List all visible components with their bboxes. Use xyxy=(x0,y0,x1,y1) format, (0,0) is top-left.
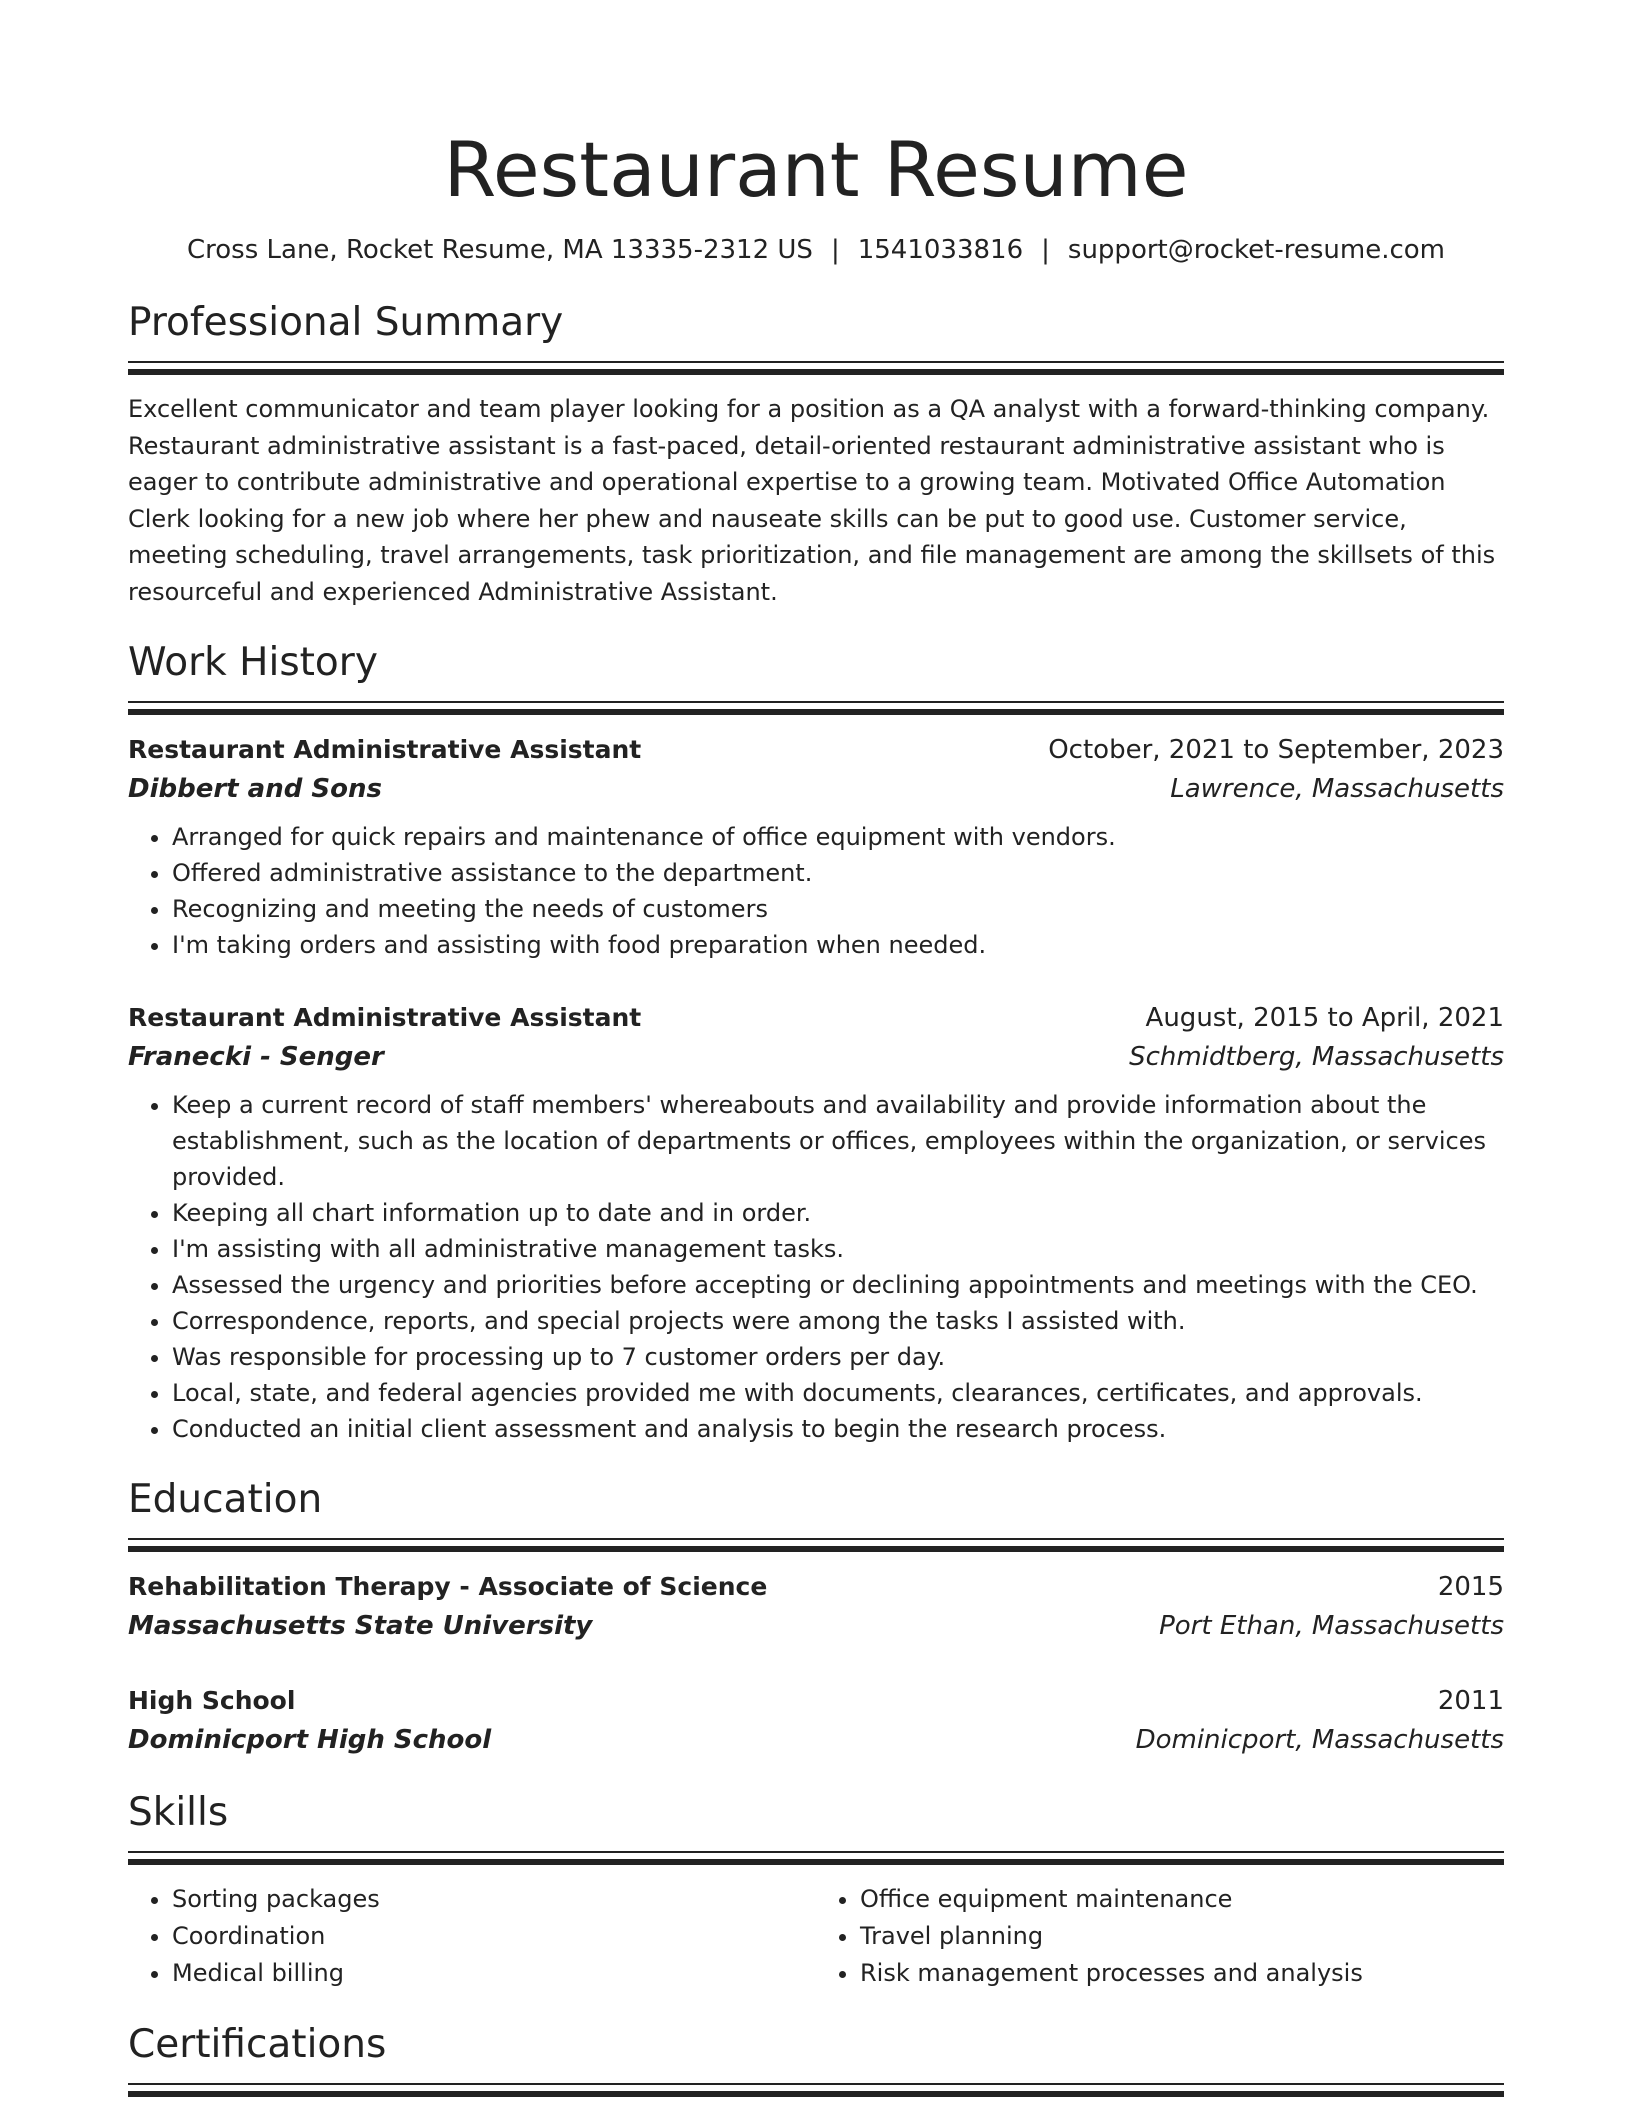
section-title: Education xyxy=(128,1477,323,1522)
section-title: Work History xyxy=(128,640,378,685)
work-history-section xyxy=(128,638,1504,1447)
list-item: • Keeping all chart information up to date and in order. xyxy=(172,1195,1504,1231)
education-year: 2015 xyxy=(1437,1572,1504,1602)
job-role: Restaurant Administrative Assistant xyxy=(128,735,642,764)
job-bullets xyxy=(128,819,1504,963)
section-divider xyxy=(128,361,1504,375)
list-item: • Correspondence, reports, and special projects were among the tasks I assisted with. xyxy=(172,1303,1504,1339)
section-title: Skills xyxy=(128,1790,229,1835)
education-degree: High School xyxy=(128,1686,296,1715)
education-location: Port Ethan, Massachusetts xyxy=(1159,1611,1504,1641)
education-degree: Rehabilitation Therapy - Associate of Science xyxy=(128,1572,768,1601)
contact-line xyxy=(128,230,1504,270)
section-divider xyxy=(128,701,1504,715)
job-location: Schmidtberg, Massachusetts xyxy=(1129,1042,1504,1072)
skills-section xyxy=(128,1788,1504,1992)
job-company: Dibbert and Sons xyxy=(128,774,382,804)
education-location: Dominicport, Massachusetts xyxy=(1135,1725,1504,1755)
education-entry xyxy=(128,1682,1504,1760)
job-role: Restaurant Administrative Assistant xyxy=(128,1003,642,1032)
list-item: • Conducted an initial client assessment and analysis to begin the research process. xyxy=(172,1411,1504,1447)
section-divider xyxy=(128,2083,1504,2097)
education-section xyxy=(128,1475,1504,1760)
contact-address: Cross Lane, Rocket Resume, MA 13335-2312 US xyxy=(186,235,813,265)
education-school: Dominicport High School xyxy=(128,1725,492,1755)
list-item: • Arranged for quick repairs and maintenance of office equipment with vendors. xyxy=(172,819,1504,855)
contact-email[interactable]: support@rocket-resume.com xyxy=(1067,235,1446,265)
section-divider xyxy=(128,1851,1504,1865)
contact-separator: | xyxy=(1041,235,1050,265)
list-item: • Coordination xyxy=(172,1918,816,1955)
list-item: • I'm taking orders and assisting with food preparation when needed. xyxy=(172,927,1504,963)
list-item: • Recognizing and meeting the needs of customers xyxy=(172,891,1504,927)
summary-text: Excellent communicator and team player looking for a position as a QA analyst with a forward-thinking company. Restaurant administrative assistant is a fast-paced, detail-oriented restaurant administrative assistant who is eager to contribute administrative and operational expertise to a growing team. Motivated Office Automation Clerk looking for a new job where her phew and nauseate skills can be put to good use. Customer service, meeting scheduling, travel arrangements, task prioritization, and file management are among the skillsets of this resourceful and experienced Administrative Assistant. xyxy=(128,395,1496,606)
job-dates: August, 2015 to April, 2021 xyxy=(1145,1003,1504,1033)
list-item: • Medical billing xyxy=(172,1955,816,1992)
section-title: Certifications xyxy=(128,2022,387,2067)
list-item: • Keep a current record of staff members' whereabouts and availability and provide information about the establishment, such as the location of departments or offices, employees within the organization, or services provided. xyxy=(172,1087,1504,1195)
section-divider xyxy=(128,1538,1504,1552)
education-school: Massachusetts State University xyxy=(128,1611,593,1641)
resume-title: Restaurant Resume xyxy=(443,125,1189,214)
list-item: • Offered administrative assistance to the department. xyxy=(172,855,1504,891)
job-entry xyxy=(128,731,1504,963)
education-entry xyxy=(128,1568,1504,1646)
contact-phone: 1541033816 xyxy=(857,235,1024,265)
section-title: Professional Summary xyxy=(128,300,564,345)
summary-section xyxy=(128,298,1504,610)
list-item: • Travel planning xyxy=(860,1918,1504,1955)
skills-list xyxy=(128,1881,1504,1992)
job-dates: October, 2021 to September, 2023 xyxy=(1048,735,1504,765)
skills-column-right xyxy=(816,1881,1504,1992)
list-item: • Sorting packages xyxy=(172,1881,816,1918)
skills-column-left xyxy=(128,1881,816,1992)
contact-separator: | xyxy=(830,235,840,265)
list-item: • Assessed the urgency and priorities before accepting or declining appointments and meetings with the CEO. xyxy=(172,1267,1504,1303)
job-bullets xyxy=(128,1087,1504,1447)
education-year: 2011 xyxy=(1437,1686,1504,1716)
list-item: • Office equipment maintenance xyxy=(860,1881,1504,1918)
job-location: Lawrence, Massachusetts xyxy=(1170,774,1504,804)
list-item: • I'm assisting with all administrative management tasks. xyxy=(172,1231,1504,1267)
list-item: • Risk management processes and analysis xyxy=(860,1955,1504,1992)
job-entry xyxy=(128,999,1504,1447)
job-company: Franecki - Senger xyxy=(128,1042,384,1072)
certifications-section xyxy=(128,2020,1504,2097)
list-item: • Local, state, and federal agencies provided me with documents, clearances, certificates, and approvals. xyxy=(172,1375,1504,1411)
list-item: • Was responsible for processing up to 7 customer orders per day. xyxy=(172,1339,1504,1375)
